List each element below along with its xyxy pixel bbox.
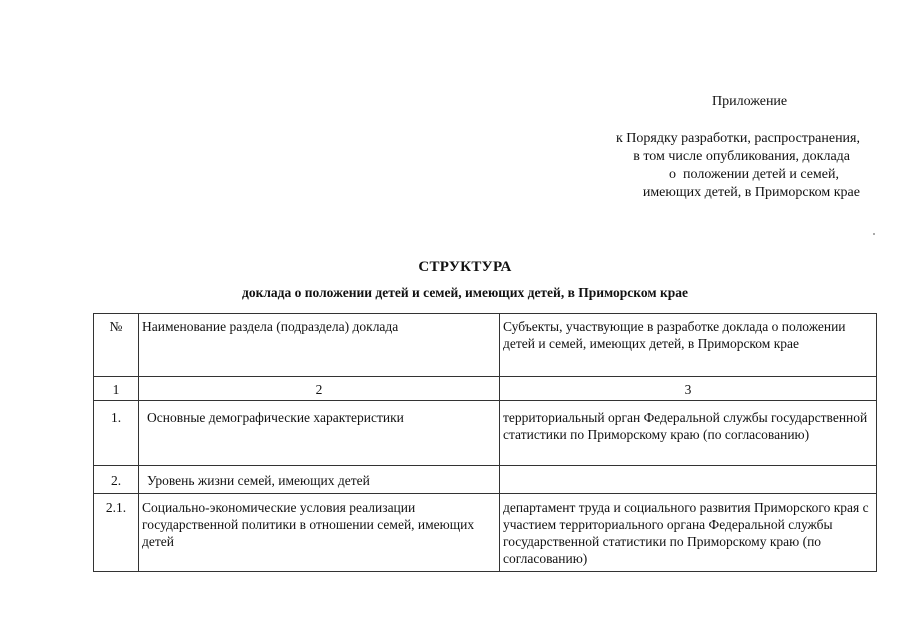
appendix-reference — [616, 130, 860, 202]
row-name: Уровень жизни семей, имеющих детей — [139, 466, 500, 494]
table-row — [94, 494, 877, 572]
index-cell: 1 — [94, 377, 139, 401]
appendix-title: Приложение — [712, 94, 788, 109]
table-row — [94, 401, 877, 466]
table-row — [94, 466, 877, 494]
scan-speck — [873, 233, 875, 235]
header-subjects: Субъекты, участвующие в разработке доклада о положении детей и семей, имеющих детей, в Приморском крае — [500, 314, 877, 377]
row-name: Социально-экономические условия реализации государственной политики в отношении семей, имеющих детей — [139, 494, 500, 572]
index-cell: 3 — [500, 377, 877, 401]
appendix-line: к Порядку разработки, распространения, — [615, 131, 860, 146]
row-num: 2. — [94, 466, 139, 494]
table-header-row — [94, 314, 877, 377]
row-num: 2.1. — [94, 494, 139, 572]
row-subjects — [500, 466, 877, 494]
header-name: Наименование раздела (подраздела) доклада — [139, 314, 500, 377]
document-title: СТРУКТУРА — [418, 259, 512, 275]
row-subjects: территориальный орган Федеральной службы государственной статистики по Приморскому краю (по согласованию) — [500, 401, 877, 466]
row-name: Основные демографические характеристики — [139, 401, 500, 466]
row-num: 1. — [94, 401, 139, 466]
structure-table — [93, 313, 877, 572]
appendix-line: имеющих детей, в Приморском крае — [642, 185, 860, 200]
index-cell: 2 — [139, 377, 500, 401]
row-subjects: департамент труда и социального развития Приморского края с участием территориального органа Федеральной службы государственной статистики по Приморскому краю (по согласованию) — [500, 494, 877, 572]
appendix-line: о положении детей и семей, — [669, 167, 839, 182]
table-index-row — [94, 377, 877, 401]
document-subtitle: доклада о положении детей и семей, имеющих детей, в Приморском крае — [242, 285, 688, 300]
appendix-line: в том числе опубликования, доклада — [633, 149, 850, 164]
header-num: № — [94, 314, 139, 377]
